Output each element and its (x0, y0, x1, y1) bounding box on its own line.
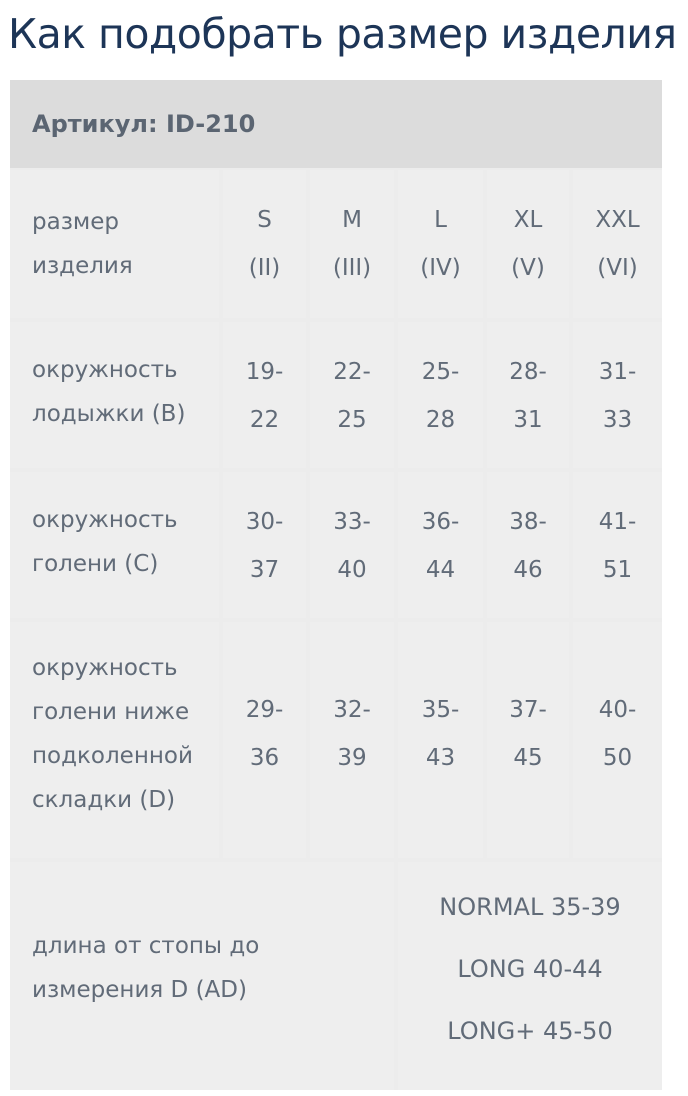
value-cell (487, 472, 569, 618)
label-line: размер (32, 209, 120, 235)
footer-values-cell (398, 862, 662, 1090)
value-from: 31- (598, 359, 637, 385)
value-cell (310, 322, 394, 468)
value-cell (573, 322, 662, 468)
value-from: 19- (245, 359, 284, 385)
size-roman: (VI) (597, 255, 638, 281)
value-cell (398, 322, 483, 468)
label-line: складки (D) (32, 787, 176, 813)
size-name: S (257, 207, 272, 233)
size-roman: (III) (332, 255, 372, 281)
row-label-ankle (10, 322, 219, 468)
size-name: XL (513, 207, 543, 233)
label-line: длина от стопы до (32, 933, 260, 959)
label-line: окружность (32, 507, 178, 533)
size-name: L (434, 207, 447, 233)
value-from: 41- (598, 509, 637, 535)
length-long-plus: LONG+ 45-50 (447, 1017, 613, 1045)
size-name: M (342, 207, 362, 233)
value-from: 35- (421, 697, 460, 723)
size-cell-l (398, 170, 483, 318)
length-normal: NORMAL 35-39 (439, 893, 621, 921)
value-to: 40 (337, 557, 367, 583)
size-row-label (10, 170, 219, 318)
size-roman: (II) (248, 255, 281, 281)
value-cell (487, 322, 569, 468)
label-line: окружность (32, 357, 178, 383)
label-line: голени ниже (32, 699, 190, 725)
label-line: изделия (32, 253, 133, 279)
value-to: 25 (337, 407, 367, 433)
label-line: лодыжки (B) (32, 401, 186, 427)
value-to: 43 (425, 745, 456, 771)
size-roman: (V) (511, 255, 545, 281)
value-to: 36 (249, 745, 280, 771)
value-from: 29- (245, 697, 284, 723)
value-cell (223, 472, 306, 618)
value-to: 39 (337, 745, 367, 771)
value-cell (487, 622, 569, 858)
value-from: 36- (421, 509, 460, 535)
value-to: 28 (425, 407, 456, 433)
value-to: 51 (602, 557, 633, 583)
size-cell-m (310, 170, 394, 318)
value-cell (573, 472, 662, 618)
value-to: 50 (602, 745, 633, 771)
size-table (10, 80, 662, 1090)
value-cell (310, 622, 394, 858)
value-to: 31 (513, 407, 543, 433)
value-from: 22- (333, 359, 371, 385)
value-from: 32- (333, 697, 371, 723)
size-cell-xl (487, 170, 569, 318)
size-roman: (IV) (420, 255, 461, 281)
article-header (10, 80, 662, 168)
value-from: 33- (333, 509, 371, 535)
value-from: 40- (598, 697, 637, 723)
size-name: XXL (595, 207, 640, 233)
value-cell (398, 472, 483, 618)
value-from: 37- (509, 697, 547, 723)
footer-label-cell (10, 862, 394, 1090)
value-to: 37 (249, 557, 280, 583)
article-label: Артикул: ID-210 (32, 110, 256, 138)
value-from: 38- (509, 509, 547, 535)
value-to: 45 (513, 745, 543, 771)
size-cell-s (223, 170, 306, 318)
value-from: 28- (509, 359, 547, 385)
label-line: окружность (32, 655, 178, 681)
value-cell (310, 472, 394, 618)
label-line: голени (C) (32, 551, 159, 577)
value-cell (573, 622, 662, 858)
label-line: измерения D (AD) (32, 977, 247, 1003)
value-cell (223, 622, 306, 858)
value-from: 30- (245, 509, 284, 535)
value-cell (398, 622, 483, 858)
value-from: 25- (421, 359, 460, 385)
value-to: 33 (602, 407, 633, 433)
value-to: 22 (249, 407, 280, 433)
label-line: подколенной (32, 743, 193, 769)
length-long: LONG 40-44 (457, 955, 603, 983)
value-to: 44 (425, 557, 456, 583)
page-title: Как подобрать размер изделия (8, 10, 677, 58)
value-to: 46 (513, 557, 543, 583)
size-cell-xxl (573, 170, 662, 318)
row-label-below-knee (10, 622, 219, 858)
row-label-calf (10, 472, 219, 618)
value-cell (223, 322, 306, 468)
